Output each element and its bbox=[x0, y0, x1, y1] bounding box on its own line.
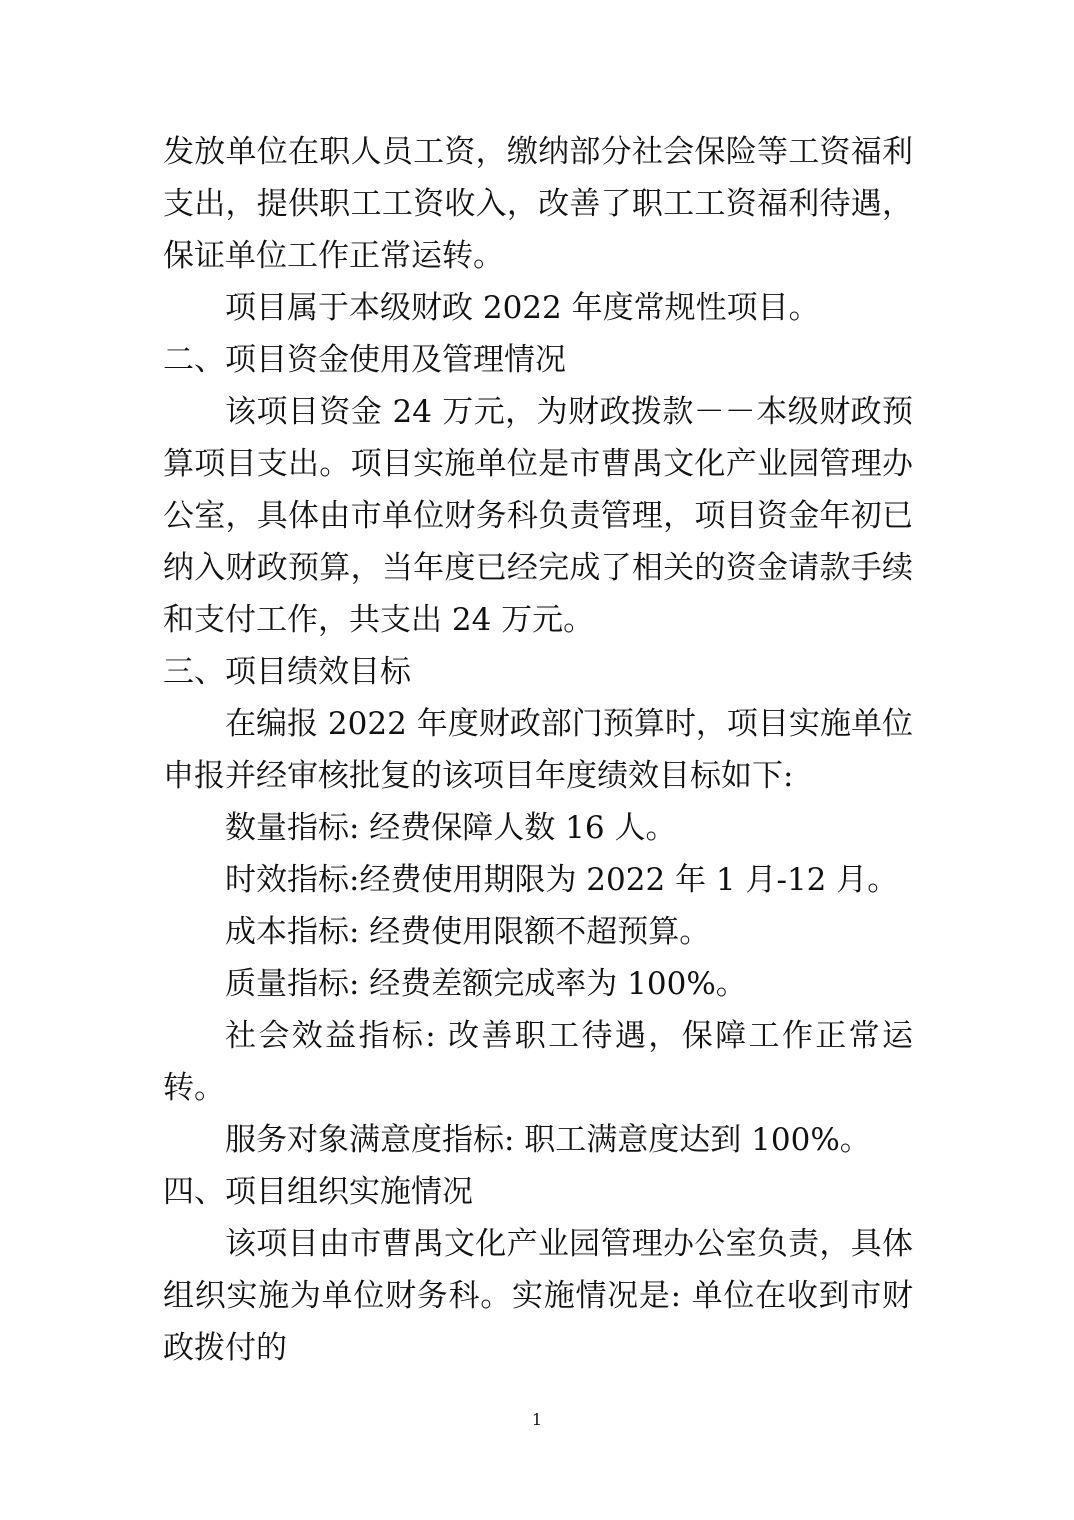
paragraph-salary-continuation: 发放单位在职人员工资，缴纳部分社会保险等工资福利支出，提供职工工资收入，改善了职工工资福利待遇，保证单位工作正常运转。 bbox=[163, 134, 913, 274]
section-heading-fund-management: 二、项目资金使用及管理情况 bbox=[163, 342, 566, 378]
indicator-quality: 质量指标: 经费差额完成率为 100%。 bbox=[225, 966, 747, 1002]
page-number: 1 bbox=[531, 1410, 543, 1429]
document-body bbox=[163, 126, 913, 1374]
indicator-quantity: 数量指标: 经费保障人数 16 人。 bbox=[225, 810, 677, 846]
indicator-cost: 成本指标: 经费使用限额不超预算。 bbox=[225, 914, 711, 950]
paragraph-fund-details: 该项目资金 24 万元，为财政拨款－－本级财政预算项目支出。项目实施单位是市曹禺文化产业园管理办公室，具体由市单位财务科负责管理，项目资金年初已纳入财政预算，当年度已经完成了相关的资金请款手续和支付工作，共支出 24 万元。 bbox=[163, 394, 913, 638]
paragraph-goals-intro: 在编报 2022 年度财政部门预算时，项目实施单位申报并经审核批复的该项目年度绩效目标如下: bbox=[163, 706, 913, 794]
paragraph-project-type: 项目属于本级财政 2022 年度常规性项目。 bbox=[225, 290, 820, 326]
indicator-timeliness: 时效指标:经费使用期限为 2022 年 1 月-12 月。 bbox=[225, 862, 899, 898]
section-heading-performance-goals: 三、项目绩效目标 bbox=[163, 654, 411, 690]
section-heading-implementation: 四、项目组织实施情况 bbox=[163, 1174, 473, 1210]
paragraph-implementation: 该项目由市曹禺文化产业园管理办公室负责，具体组织实施为单位财务科。实施情况是: 单位在收到市财政拨付的 bbox=[163, 1226, 913, 1366]
indicator-satisfaction: 服务对象满意度指标: 职工满意度达到 100%。 bbox=[225, 1122, 871, 1158]
indicator-social-benefit: 社会效益指标: 改善职工待遇，保障工作正常运转。 bbox=[163, 1018, 913, 1106]
